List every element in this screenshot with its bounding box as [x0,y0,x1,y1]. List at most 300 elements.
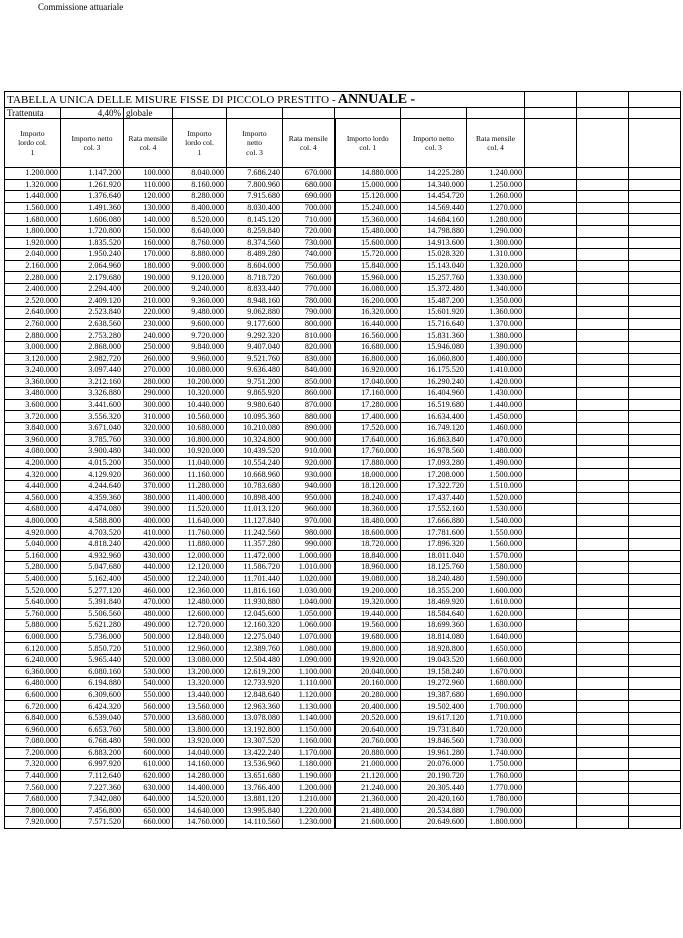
table-cell: 17.160.000 [335,388,401,400]
table-cell: 13.192.800 [227,724,283,736]
table-cell: 5.850.720 [61,643,124,655]
table-row [5,202,681,214]
table-cell: 1.050.000 [283,608,335,620]
empty-cell [629,237,681,249]
table-cell: 20.040.000 [335,666,401,678]
table-cell: 20.076.000 [401,759,467,771]
table-cell: 16.175.520 [401,365,467,377]
table-cell: 13.307.520 [227,736,283,748]
table-cell: 10.560.000 [173,411,227,423]
table-cell: 960.000 [283,504,335,516]
table-cell: 580.000 [124,724,173,736]
table-row [5,631,681,643]
table-cell: 16.080.000 [335,283,401,295]
table-cell: 6.080.160 [61,666,124,678]
table-cell: 180.000 [124,260,173,272]
table-cell: 1.260.000 [467,191,525,203]
empty-cell [629,434,681,446]
table-cell: 18.360.000 [335,504,401,516]
table-cell: 4.560.000 [5,492,61,504]
table-cell: 440.000 [124,562,173,574]
table-row [5,770,681,782]
table-cell: 6.120.000 [5,643,61,655]
table-cell: 17.640.000 [335,434,401,446]
table-row [5,411,681,423]
table-cell: 1.240.000 [467,168,525,180]
column-header-line: netto [247,138,262,148]
empty-cell [629,202,681,214]
table-cell: 1.640.000 [467,631,525,643]
table-cell: 140.000 [124,214,173,226]
table-cell: 15.372.480 [401,283,467,295]
table-cell: 330.000 [124,434,173,446]
table-cell: 16.920.000 [335,365,401,377]
table-cell: 11.400.000 [173,492,227,504]
table-cell: 640.000 [124,794,173,806]
table-cell: 840.000 [283,365,335,377]
table-cell: 3.240.000 [5,365,61,377]
table-cell: 650.000 [124,805,173,817]
empty-cell [525,168,577,180]
empty-cell [525,202,577,214]
table-cell: 20.280.000 [335,689,401,701]
table-cell: 18.928.800 [401,643,467,655]
top-note: Commissione attuariale [38,2,124,12]
table-cell: 8.520.000 [173,214,227,226]
table-cell: 520.000 [124,654,173,666]
table-cell: 7.440.000 [5,770,61,782]
empty-cell [401,108,467,119]
empty-cell [525,596,577,608]
table-cell: 10.783.680 [227,481,283,493]
table-cell: 6.194.880 [61,678,124,690]
table-cell: 6.883.200 [61,747,124,759]
table-cell: 1.300.000 [467,237,525,249]
empty-cell [629,481,681,493]
table-cell: 14.110.560 [227,817,283,829]
table-cell: 410.000 [124,527,173,539]
table-cell: 2.760.000 [5,318,61,330]
table-cell: 16.519.680 [401,399,467,411]
table-row [5,689,681,701]
table-cell: 18.000.000 [335,469,401,481]
empty-cell [577,237,629,249]
table-cell: 9.720.000 [173,330,227,342]
table-cell: 12.160.320 [227,620,283,632]
table-cell: 590.000 [124,736,173,748]
empty-cell [629,689,681,701]
empty-cell [525,307,577,319]
table-cell: 400.000 [124,515,173,527]
table-cell: 4.015.200 [61,457,124,469]
table-cell: 15.960.000 [335,272,401,284]
table-cell: 310.000 [124,411,173,423]
table-cell: 740.000 [283,249,335,261]
table-cell: 1.580.000 [467,562,525,574]
empty-cell [577,249,629,261]
table-cell: 10.680.000 [173,423,227,435]
empty-cell [525,119,577,168]
table-cell: 190.000 [124,272,173,284]
empty-cell [525,260,577,272]
table-cell: 7.342.080 [61,794,124,806]
empty-cell [525,794,577,806]
table-cell: 3.000.000 [5,341,61,353]
empty-cell [525,527,577,539]
table-cell: 460.000 [124,585,173,597]
table-cell: 770.000 [283,283,335,295]
table-cell: 1.440.000 [5,191,61,203]
column-header-line: Importo lordo [346,133,389,143]
table-cell: 4.920.000 [5,527,61,539]
table-row [5,666,681,678]
table-cell: 14.760.000 [173,817,227,829]
column-header-line: 1 [197,147,202,157]
empty-cell [525,272,577,284]
table-row [5,724,681,736]
table-cell: 6.600.000 [5,689,61,701]
table-cell: 7.920.000 [5,817,61,829]
table-cell: 810.000 [283,330,335,342]
table-cell: 6.768.480 [61,736,124,748]
empty-cell [525,701,577,713]
table-cell: 7.200.000 [5,747,61,759]
table-cell: 6.720.000 [5,701,61,713]
column-header-line: lordo col. [18,138,47,148]
table-cell: 5.965.440 [61,654,124,666]
empty-cell [629,770,681,782]
table-row [5,295,681,307]
table-cell: 10.324.800 [227,434,283,446]
table-cell: 18.120.000 [335,481,401,493]
table-cell: 3.600.000 [5,399,61,411]
table-row [5,608,681,620]
table-cell: 1.250.000 [467,179,525,191]
table-cell: 1.200.000 [283,782,335,794]
table-cell: 370.000 [124,481,173,493]
table-cell: 1.210.000 [283,794,335,806]
table-cell: 14.454.720 [401,191,467,203]
table-cell: 970.000 [283,515,335,527]
trattenuta-note: globale [124,108,173,119]
empty-cell [525,283,577,295]
table-cell: 15.240.000 [335,202,401,214]
table-row [5,736,681,748]
table-cell: 1.835.520 [61,237,124,249]
empty-cell [577,388,629,400]
table-cell: 6.960.000 [5,724,61,736]
table-row [5,191,681,203]
table-cell: 3.785.760 [61,434,124,446]
table-cell: 900.000 [283,434,335,446]
empty-cell [629,515,681,527]
table-cell: 15.840.000 [335,260,401,272]
table-cell: 16.863.840 [401,434,467,446]
table-cell: 470.000 [124,596,173,608]
table-cell: 8.280.000 [173,191,227,203]
empty-cell [629,318,681,330]
table-cell: 6.240.000 [5,654,61,666]
table-cell: 19.158.240 [401,666,467,678]
table-cell: 17.208.000 [401,469,467,481]
empty-cell [525,225,577,237]
empty-cell [577,295,629,307]
table-cell: 1.800.000 [467,817,525,829]
table-cell: 7.680.000 [5,794,61,806]
table-cell: 9.521.760 [227,353,283,365]
empty-cell [577,794,629,806]
table-row [5,747,681,759]
table-cell: 14.880.000 [335,168,401,180]
table-cell: 1.261.920 [61,179,124,191]
table-cell: 550.000 [124,689,173,701]
table-cell: 1.950.240 [61,249,124,261]
empty-cell [577,712,629,724]
table-row [5,504,681,516]
table-cell: 7.112.640 [61,770,124,782]
table-cell: 1.180.000 [283,759,335,771]
table-cell: 11.160.000 [173,469,227,481]
table-cell: 1.100.000 [283,666,335,678]
empty-cell [577,817,629,829]
table-cell: 5.760.000 [5,608,61,620]
empty-cell [577,724,629,736]
empty-cell [577,272,629,284]
table-cell: 4.818.240 [61,539,124,551]
table-cell: 13.560.000 [173,701,227,713]
table-cell: 4.359.360 [61,492,124,504]
table-cell: 10.668.960 [227,469,283,481]
table-row [5,573,681,585]
table-cell: 1.390.000 [467,341,525,353]
table-cell: 19.272.960 [401,678,467,690]
table-cell: 230.000 [124,318,173,330]
empty-cell [525,423,577,435]
table-row [5,712,681,724]
empty-cell [629,678,681,690]
empty-cell [525,550,577,562]
table-cell: 10.320.000 [173,388,227,400]
table-row [5,596,681,608]
table-cell: 7.800.000 [5,805,61,817]
empty-cell [577,119,629,168]
table-cell: 21.360.000 [335,794,401,806]
table-cell: 7.571.520 [61,817,124,829]
column-header-line: Rata mensile [128,133,168,143]
table-cell: 2.064.960 [61,260,124,272]
table-row [5,515,681,527]
table-cell: 20.520.000 [335,712,401,724]
table-row [5,643,681,655]
table-cell: 160.000 [124,237,173,249]
empty-cell [467,108,525,119]
table-cell: 7.227.360 [61,782,124,794]
empty-cell [577,504,629,516]
empty-cell [629,794,681,806]
empty-cell [629,666,681,678]
table-cell: 1.570.000 [467,550,525,562]
table-cell: 940.000 [283,481,335,493]
table-cell: 6.840.000 [5,712,61,724]
table-cell: 2.638.560 [61,318,124,330]
empty-cell [577,666,629,678]
table-row [5,469,681,481]
table-cell: 950.000 [283,492,335,504]
table-cell: 990.000 [283,539,335,551]
table-cell: 340.000 [124,446,173,458]
table-cell: 980.000 [283,527,335,539]
table-cell: 720.000 [283,225,335,237]
table-cell: 17.437.440 [401,492,467,504]
table-cell: 6.309.600 [61,689,124,701]
table-cell: 13.320.000 [173,678,227,690]
empty-cell [525,631,577,643]
table-cell: 9.960.000 [173,353,227,365]
empty-cell [525,562,577,574]
table-cell: 8.145.120 [227,214,283,226]
table-cell: 270.000 [124,365,173,377]
table-cell: 12.963.360 [227,701,283,713]
table-cell: 1.220.000 [283,805,335,817]
table-cell: 830.000 [283,353,335,365]
table-cell: 4.680.000 [5,504,61,516]
table-cell: 12.840.000 [173,631,227,643]
table-cell: 1.480.000 [467,446,525,458]
table-cell: 12.720.000 [173,620,227,632]
table-cell: 8.040.000 [173,168,227,180]
table-cell: 10.200.000 [173,376,227,388]
table-cell: 21.000.000 [335,759,401,771]
table-cell: 5.880.000 [5,620,61,632]
table-cell: 19.320.000 [335,596,401,608]
table-cell: 9.480.000 [173,307,227,319]
empty-cell [227,108,283,119]
table-cell: 6.000.000 [5,631,61,643]
table-cell: 1.020.000 [283,573,335,585]
table-cell: 1.780.000 [467,794,525,806]
table-cell: 17.040.000 [335,376,401,388]
empty-cell [629,225,681,237]
table-cell: 3.900.480 [61,446,124,458]
empty-cell [525,411,577,423]
column-header-line: 1 [30,147,35,157]
empty-cell [525,539,577,551]
table-cell: 1.330.000 [467,272,525,284]
table-cell: 7.320.000 [5,759,61,771]
empty-cell [525,399,577,411]
table-cell: 8.400.000 [173,202,227,214]
empty-cell [577,168,629,180]
empty-cell [577,179,629,191]
table-row [5,307,681,319]
table-cell: 2.179.680 [61,272,124,284]
empty-cell [629,388,681,400]
table-cell: 2.640.000 [5,307,61,319]
table-cell: 1.380.000 [467,330,525,342]
table-cell: 14.520.000 [173,794,227,806]
empty-cell [629,539,681,551]
empty-cell [525,330,577,342]
table-cell: 1.310.000 [467,249,525,261]
empty-cell [525,341,577,353]
table-cell: 2.280.000 [5,272,61,284]
table-cell: 10.080.000 [173,365,227,377]
empty-cell [577,527,629,539]
table-cell: 790.000 [283,307,335,319]
table-row [5,794,681,806]
table-cell: 1.670.000 [467,666,525,678]
empty-cell [577,376,629,388]
table-row [5,701,681,713]
empty-cell [525,620,577,632]
table-cell: 1.920.000 [5,237,61,249]
empty-cell [577,805,629,817]
table-cell: 8.489.280 [227,249,283,261]
table-row [5,620,681,632]
table-cell: 1.560.000 [5,202,61,214]
table-cell: 12.480.000 [173,596,227,608]
table-row [5,562,681,574]
table-cell: 1.400.000 [467,353,525,365]
table-cell: 18.699.360 [401,620,467,632]
table-cell: 17.666.880 [401,515,467,527]
table-row [5,214,681,226]
table-cell: 1.290.000 [467,225,525,237]
table-cell: 780.000 [283,295,335,307]
empty-cell [525,782,577,794]
table-cell: 1.550.000 [467,527,525,539]
table-cell: 930.000 [283,469,335,481]
empty-cell [577,643,629,655]
table-cell: 10.800.000 [173,434,227,446]
table-cell: 360.000 [124,469,173,481]
table-cell: 14.798.880 [401,225,467,237]
table-cell: 630.000 [124,782,173,794]
table-cell: 100.000 [124,168,173,180]
table-cell: 3.097.440 [61,365,124,377]
table-cell: 1.590.000 [467,573,525,585]
column-header-line: Importo [187,128,212,138]
table-cell: 1.040.000 [283,596,335,608]
empty-cell [629,119,681,168]
table-cell: 11.586.720 [227,562,283,574]
table-cell: 15.600.000 [335,237,401,249]
empty-cell [525,295,577,307]
table-cell: 1.460.000 [467,423,525,435]
table-cell: 19.920.000 [335,654,401,666]
empty-cell [525,376,577,388]
table-row [5,481,681,493]
empty-cell [525,179,577,191]
table-cell: 18.600.000 [335,527,401,539]
empty-cell [629,457,681,469]
table-cell: 6.997.920 [61,759,124,771]
table-cell: 12.960.000 [173,643,227,655]
table-cell: 12.360.000 [173,585,227,597]
table-cell: 9.240.000 [173,283,227,295]
table-cell: 1.410.000 [467,365,525,377]
column-header [173,119,227,168]
empty-cell [577,434,629,446]
table-cell: 19.846.560 [401,736,467,748]
empty-cell [629,631,681,643]
empty-cell [629,423,681,435]
table-cell: 16.290.240 [401,376,467,388]
table-cell: 150.000 [124,225,173,237]
empty-cell [629,411,681,423]
table-cell: 15.720.000 [335,249,401,261]
empty-cell [525,678,577,690]
